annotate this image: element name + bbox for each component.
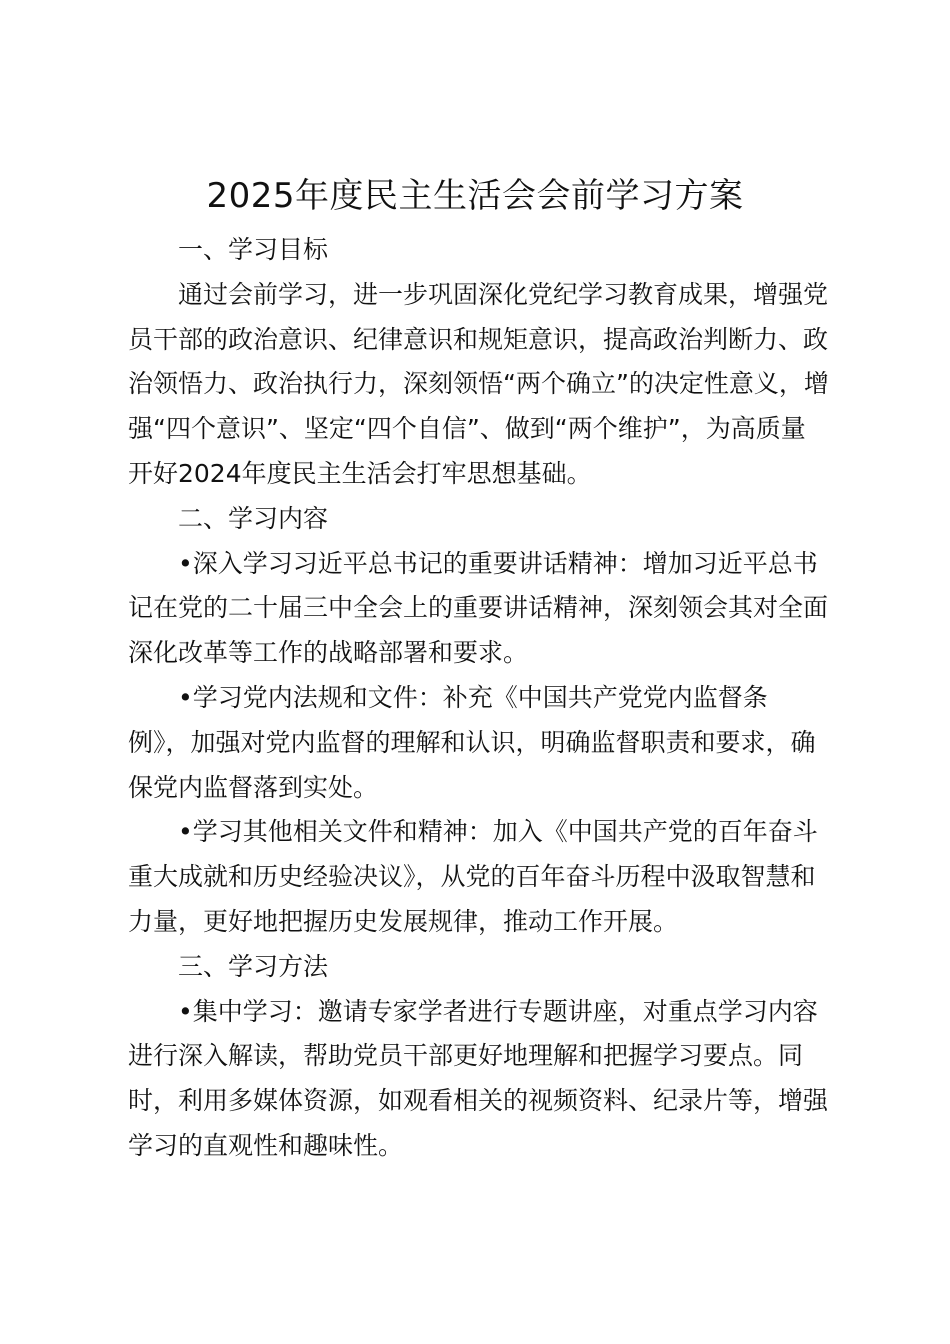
content-item-regulations: •学习党内法规和文件：补充《中国共产党党内监督条例》，加强对党内监督的理解和认识，明确监督职责和要求，确保党内监督落到实处。: [128, 682, 816, 802]
content-item-speeches: •深入学习习近平总书记的重要讲话精神：增加习近平总书记在党的二十届三中全会上的重要讲话精神，深刻领会其对全面深化改革等工作的战略部署和要求。: [128, 548, 829, 668]
section-heading-objectives: 一、学习目标: [178, 235, 329, 264]
section-heading-methods: 三、学习方法: [178, 951, 329, 981]
methods-item-centralized-study: •集中学习：邀请专家学者进行专题讲座，对重点学习内容进行深入解读，帮助党员干部更好地理解和把握学习要点。同时，利用多媒体资源，如观看相关的视频资料、纪录片等，增强学习的直观性和趣味性。: [128, 996, 829, 1160]
document-body: [128, 228, 830, 1169]
objectives-paragraph: 通过会前学习，进一步巩固深化党纪学习教育成果，增强党员干部的政治意识、纪律意识和规矩意识，提高政治判断力、政治领悟力、政治执行力，深刻领悟“两个确立”的决定性意义，增强“四个意识”、坚定“四个自信”、做到“两个维护”，为高质量开好2024年度民主生活会打牢思想基础。: [128, 279, 829, 488]
section-heading-content: 二、学习内容: [178, 503, 329, 533]
document-title: 2025年度民主生活会会前学习方案: [206, 176, 744, 216]
content-item-other-documents: •学习其他相关文件和精神：加入《中国共产党的百年奋斗重大成就和历史经验决议》，从党的百年奋斗历程中汲取智慧和力量，更好地把握历史发展规律，推动工作开展。: [128, 817, 818, 936]
